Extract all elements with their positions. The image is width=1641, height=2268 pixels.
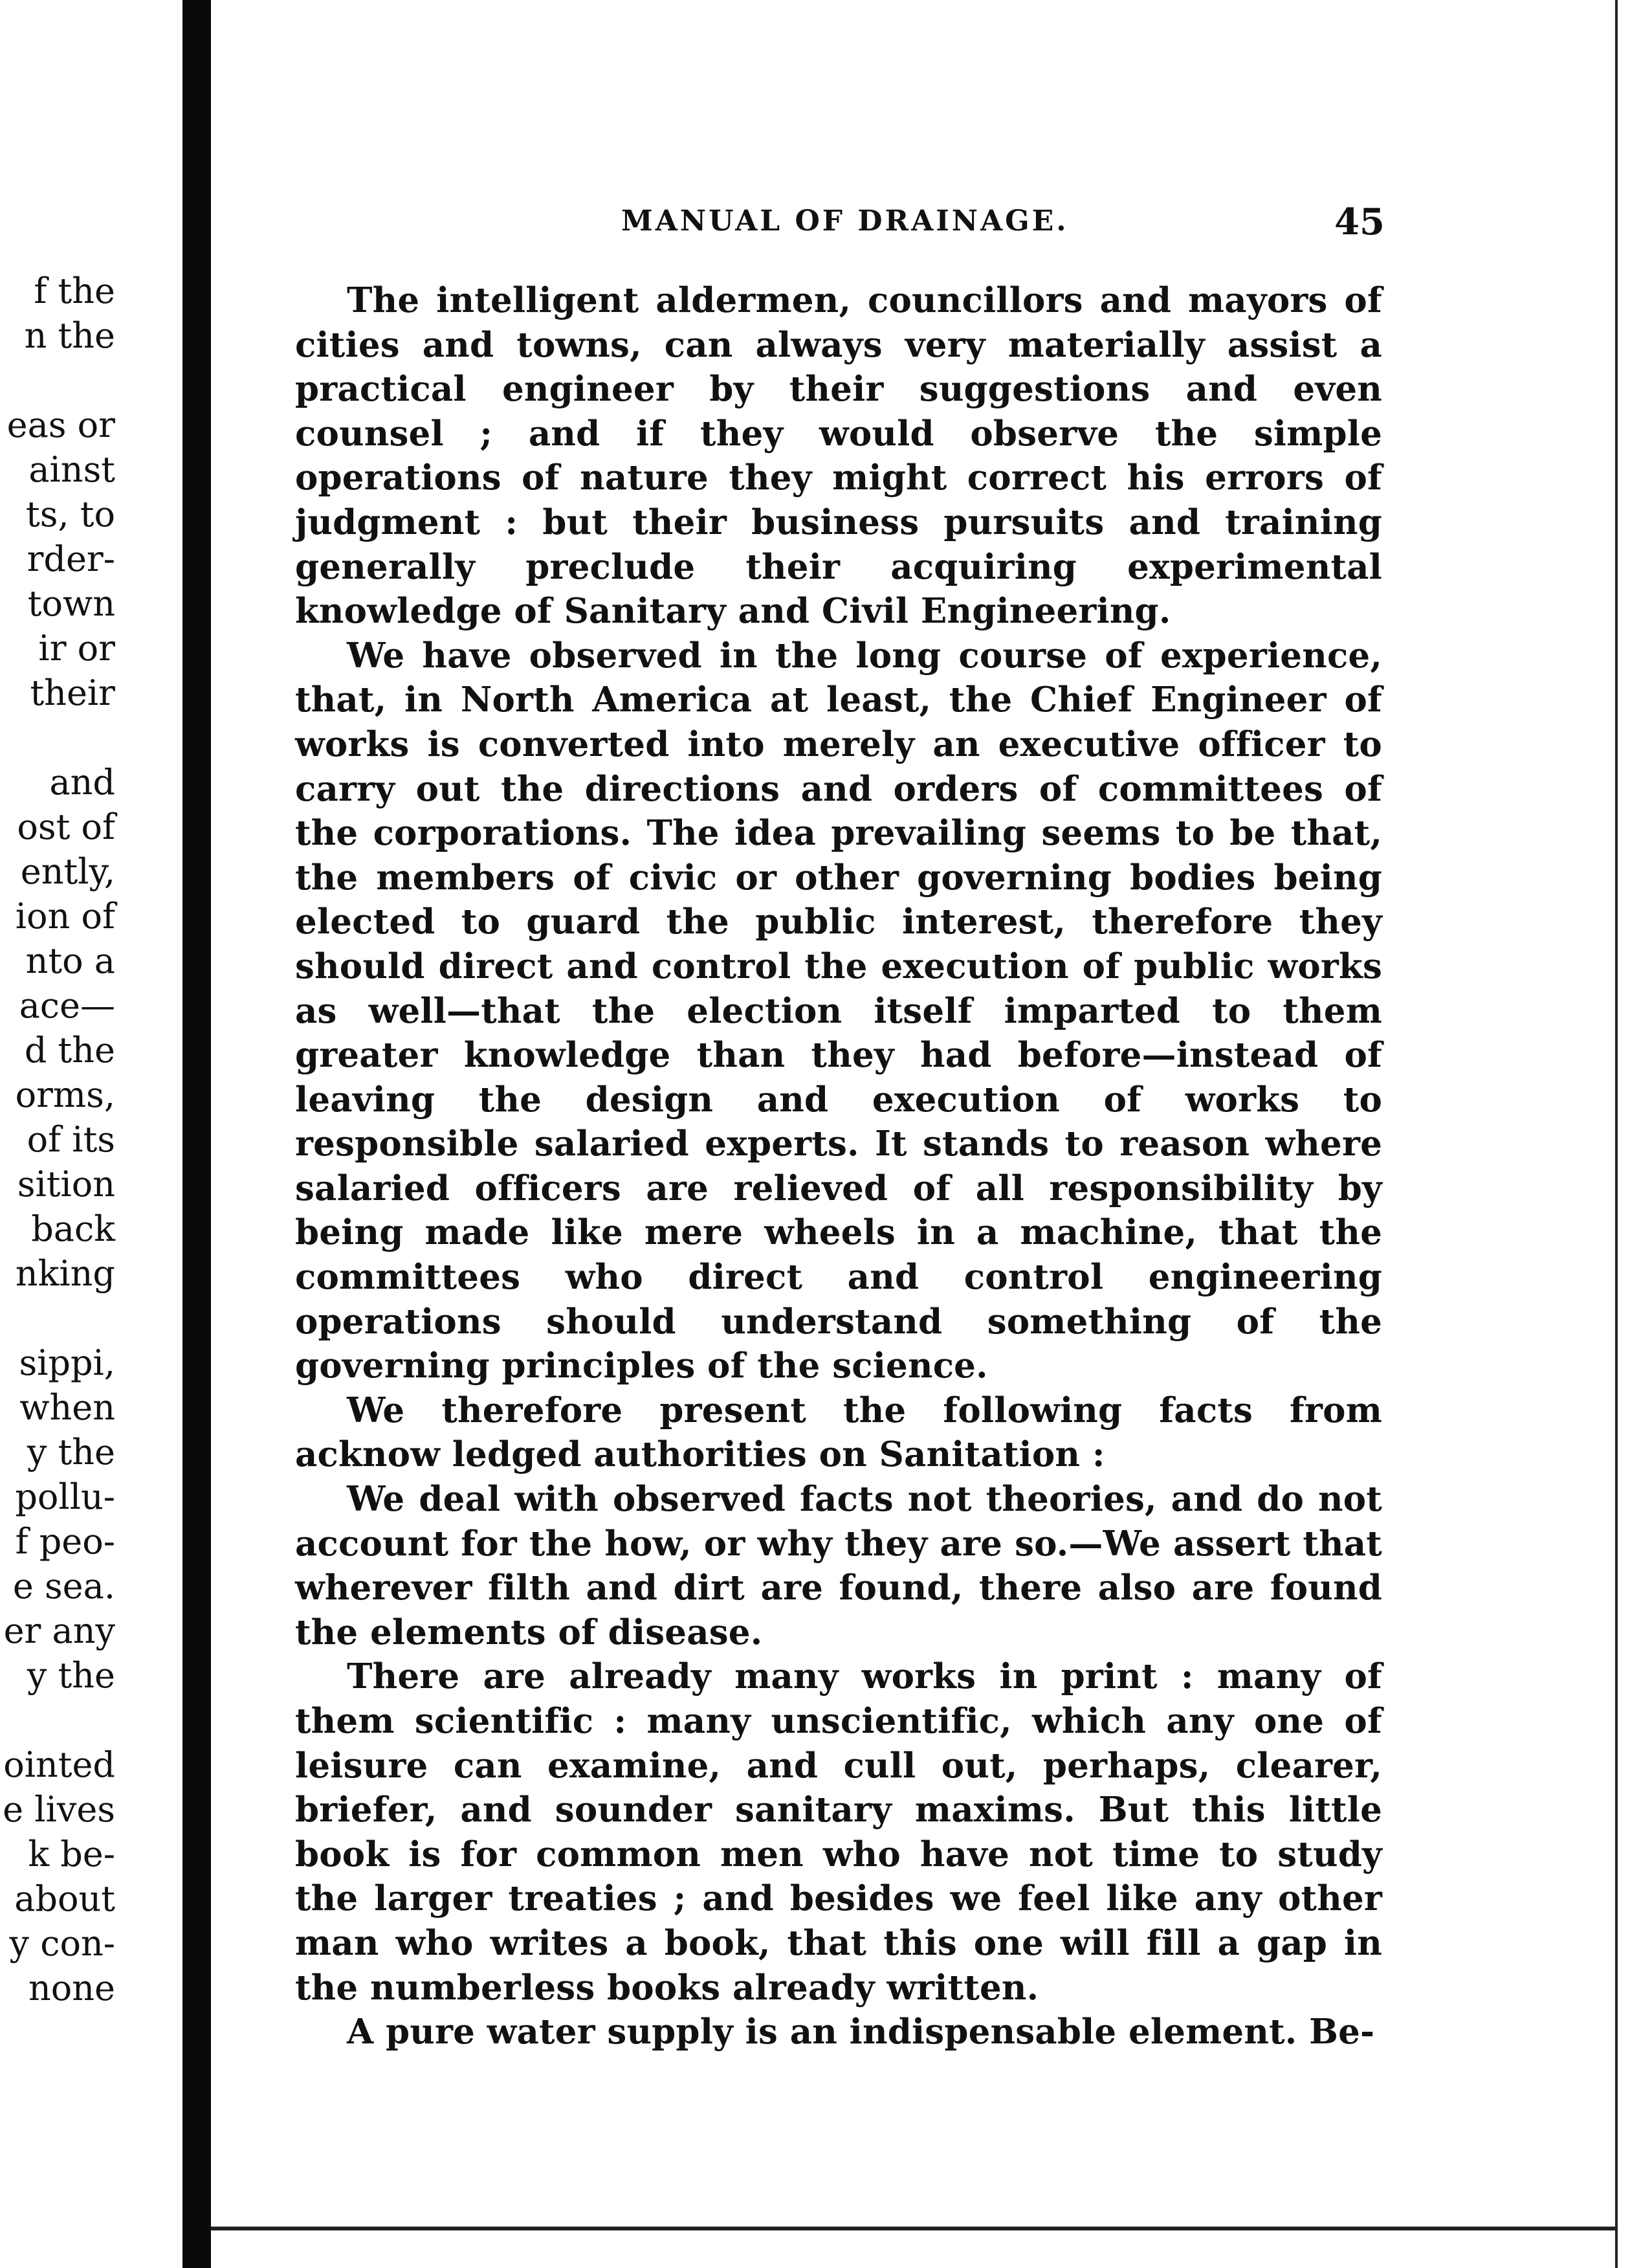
page-right-edge bbox=[1615, 0, 1641, 2268]
facing-page-line: ir or bbox=[38, 628, 115, 669]
facing-page-line: e lives bbox=[3, 1789, 115, 1830]
paragraph: A pure water supply is an indispensable element. Be- bbox=[347, 2012, 1375, 2052]
paragraph: We have observed in the long course of experience, that, in North America at least, the Chief Engineer of works is converted into merely an executive officer to carry out the directions and orders of committees of the corporations. The idea prevailing seems to be that, the members of civic or other governing bodies being elected to guard the public interest, therefore they should direct and control the execution of public works as well—that the election itself imparted to them greater knowledge than they had before—instead of leaving the design and execution of works to responsible salaried experts. It stands to reason where salaried officers are relieved of all responsibility by being made like mere wheels in a machine, that the committees who direct and control engineering operations should understand something of the governing principles of the science. bbox=[295, 635, 1382, 1386]
facing-page-line: ace— bbox=[19, 985, 115, 1026]
facing-page-line: rder- bbox=[27, 539, 115, 579]
facing-page-line: nking bbox=[15, 1253, 115, 1294]
facing-page-line: when bbox=[19, 1387, 115, 1428]
facing-page-line: ion of bbox=[15, 896, 115, 937]
paragraph: We deal with observed facts not theories, and do not account for the how, or why they are so.—We assert that wherever filth and dirt are found, there also are found the elements of disease. bbox=[295, 1479, 1382, 1652]
facing-page-line: n the bbox=[24, 315, 115, 356]
page-number: 45 bbox=[1334, 201, 1385, 243]
facing-page-line: ost of bbox=[17, 806, 115, 847]
book-gutter bbox=[182, 0, 211, 2268]
body-text bbox=[295, 278, 1382, 2054]
facing-page-line: f the bbox=[34, 271, 115, 311]
facing-page-line: sippi, bbox=[19, 1342, 115, 1383]
page-bottom-edge bbox=[211, 2227, 1615, 2230]
facing-page-line: about bbox=[14, 1878, 115, 1919]
facing-page-line: ts, to bbox=[26, 494, 115, 535]
facing-page-line: y the bbox=[27, 1655, 115, 1696]
facing-page-line: orms, bbox=[15, 1074, 115, 1115]
facing-page-line: town bbox=[27, 583, 115, 624]
facing-page-line: of its bbox=[27, 1119, 115, 1160]
facing-page-line: y con- bbox=[9, 1923, 115, 1964]
paragraph: There are already many works in print : many of them scientific : many unscientific, which any one of leisure can examine, and cull out, perhaps, clearer, briefer, and sounder sanitary maxims. But this little book is for common men who have not time to study the larger treaties ; and besides we feel like any other man who writes a book, that this one will fill a gap in the numberless books already written. bbox=[295, 1656, 1382, 2008]
facing-page-line: k be- bbox=[28, 1834, 115, 1874]
facing-page-line: and bbox=[49, 762, 115, 803]
facing-page-line: ently, bbox=[20, 851, 115, 892]
paragraph: The intelligent aldermen, councillors and mayors of cities and towns, can always very materially assist a practical engineer by their suggestions and even counsel ; and if they would observe the simple operations of nature they might correct his errors of judgment : but their business pursuits and training generally preclude their acquiring experimental knowledge of Sanitary and Civil Engineering. bbox=[295, 280, 1382, 632]
facing-page-line: er any bbox=[3, 1610, 115, 1651]
facing-page-line: eas or bbox=[6, 405, 115, 445]
facing-page-fragment bbox=[0, 0, 182, 2268]
facing-page-line: their bbox=[30, 673, 115, 713]
facing-page-line: ainst bbox=[28, 449, 115, 490]
page-header bbox=[621, 201, 1385, 250]
facing-page-line: pollu- bbox=[15, 1476, 115, 1517]
facing-page-line: f peo- bbox=[15, 1521, 115, 1562]
paragraph: We therefore present the following facts from acknow ledged authorities on Sanitation : bbox=[295, 1390, 1382, 1475]
facing-page-line: d the bbox=[24, 1030, 115, 1071]
facing-page-line: nto a bbox=[25, 940, 115, 981]
facing-page-line: ointed bbox=[3, 1744, 115, 1785]
facing-page-line: none bbox=[28, 1968, 115, 2008]
facing-page-line: sition bbox=[17, 1164, 115, 1205]
facing-page-line: back bbox=[31, 1208, 115, 1249]
facing-page-line: y the bbox=[27, 1432, 115, 1473]
facing-page-line: e sea. bbox=[12, 1566, 115, 1606]
running-head: MANUAL OF DRAINAGE. bbox=[621, 205, 1069, 238]
